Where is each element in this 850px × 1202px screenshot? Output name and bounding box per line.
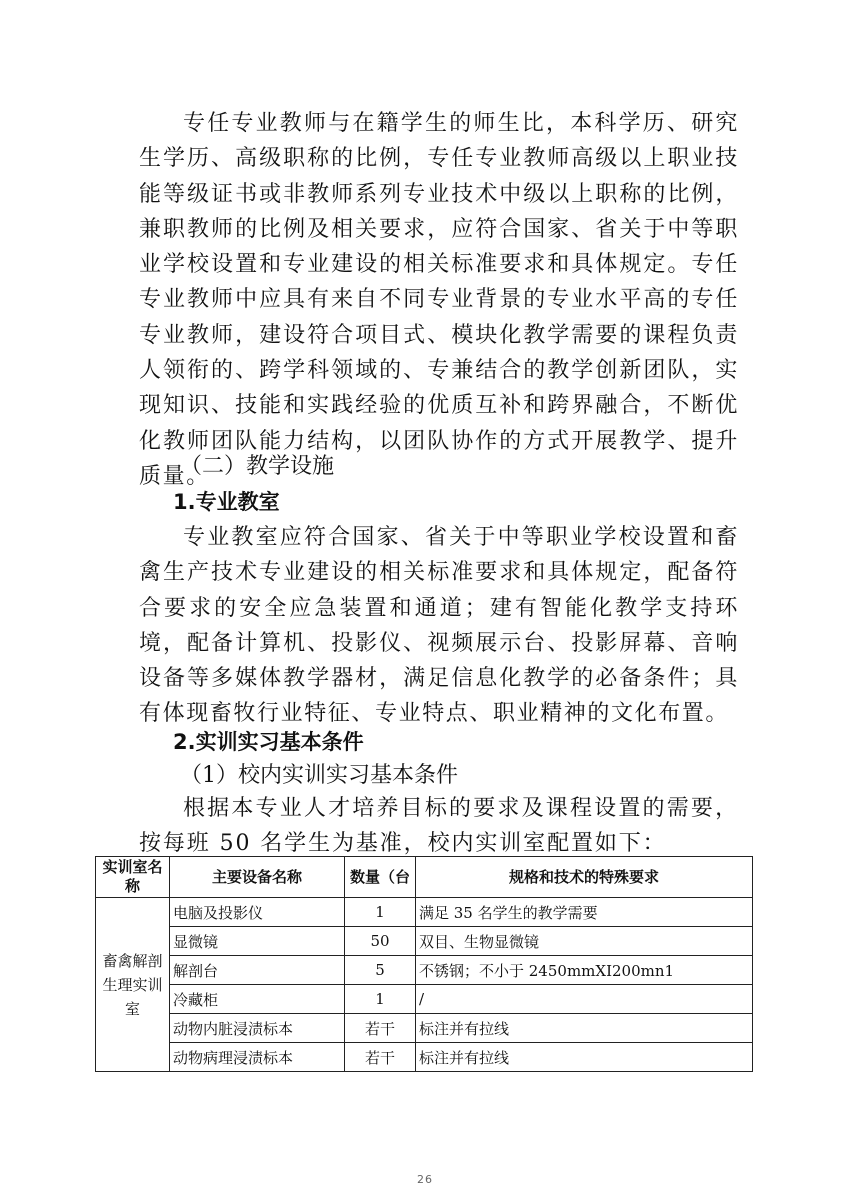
- paragraph-table-intro: 根据本专业人才培养目标的要求及课程设置的需要，按每班 50 名学生为基准，校内实训室配置如下：: [139, 796, 739, 857]
- equipment-cell: 解剖台: [170, 956, 345, 985]
- qty-cell: 1: [345, 898, 416, 927]
- page-number: 26: [417, 1173, 433, 1186]
- spec-cell: 满足 35 名学生的教学需要: [416, 898, 753, 927]
- header-equipment: 主要设备名称: [170, 857, 345, 898]
- spec-cell: 双目、生物显微镜: [416, 927, 753, 956]
- heading-training-conditions: 2.实训实习基本条件: [173, 730, 364, 754]
- table-row: [96, 898, 753, 927]
- table-header-row: [96, 857, 753, 898]
- room-name-cell: 畜禽解剖生理实训室: [96, 898, 170, 1072]
- paragraph-teacher-ratio: 专任专业教师与在籍学生的师生比，本科学历、研究生学历、高级职称的比例，专任专业教师高级以上职业技能等级证书或非教师系列专业技术中级以上职称的比例，兼职教师的比例及相关要求，应符合国家、省关于中等职业学校设置和专业建设的相关标准要求和具体规定。专任专业教师中应具有来自不同专业背景的专业水平高的专任专业教师，建设符合项目式、模块化教学需要的课程负责人领衔的、跨学科领域的、专兼结合的教学创新团队，实现知识、技能和实践经验的优质互补和跨界融合，不断优化教师团队能力结构，以团队协作的方式开展教学、提升质量。: [139, 111, 739, 489]
- table-row: [96, 985, 753, 1014]
- header-room: 实训室名称: [96, 857, 170, 898]
- spec-cell: 标注并有拉线: [416, 1043, 753, 1072]
- table-row: [96, 927, 753, 956]
- equipment-cell: 显微镜: [170, 927, 345, 956]
- qty-cell: 5: [345, 956, 416, 985]
- qty-cell: 若干: [345, 1014, 416, 1043]
- heading-teaching-facilities: （二）教学设施: [180, 454, 335, 479]
- spec-cell: /: [416, 985, 753, 1014]
- heading-oncampus-conditions: （1）校内实训实习基本条件: [180, 763, 458, 788]
- header-qty: 数量（台: [345, 857, 416, 898]
- qty-cell: 若干: [345, 1043, 416, 1072]
- equipment-cell: 电脑及投影仪: [170, 898, 345, 927]
- heading-professional-classroom: 1.专业教室: [173, 490, 280, 514]
- equipment-cell: 动物病理浸渍标本: [170, 1043, 345, 1072]
- table-row: [96, 1043, 753, 1072]
- qty-cell: 1: [345, 985, 416, 1014]
- table-row: [96, 1014, 753, 1043]
- equipment-cell: 动物内脏浸渍标本: [170, 1014, 345, 1043]
- table-row: [96, 956, 753, 985]
- equipment-table: [95, 856, 753, 1072]
- paragraph-classroom: 专业教室应符合国家、省关于中等职业学校设置和畜禽生产技术专业建设的相关标准要求和具体规定，配备符合要求的安全应急装置和通道；建有智能化教学支持环境，配备计算机、投影仪、视频展示台、投影屏幕、音响设备等多媒体教学器材，满足信息化教学的必备条件；具有体现畜牧行业特征、专业特点、职业精神的文化布置。: [139, 525, 739, 727]
- header-spec: 规格和技术的特殊要求: [416, 857, 753, 898]
- spec-cell: 标注并有拉线: [416, 1014, 753, 1043]
- equipment-cell: 冷藏柜: [170, 985, 345, 1014]
- qty-cell: 50: [345, 927, 416, 956]
- spec-cell: 不锈钢；不小于 2450mmXI200mn1: [416, 956, 753, 985]
